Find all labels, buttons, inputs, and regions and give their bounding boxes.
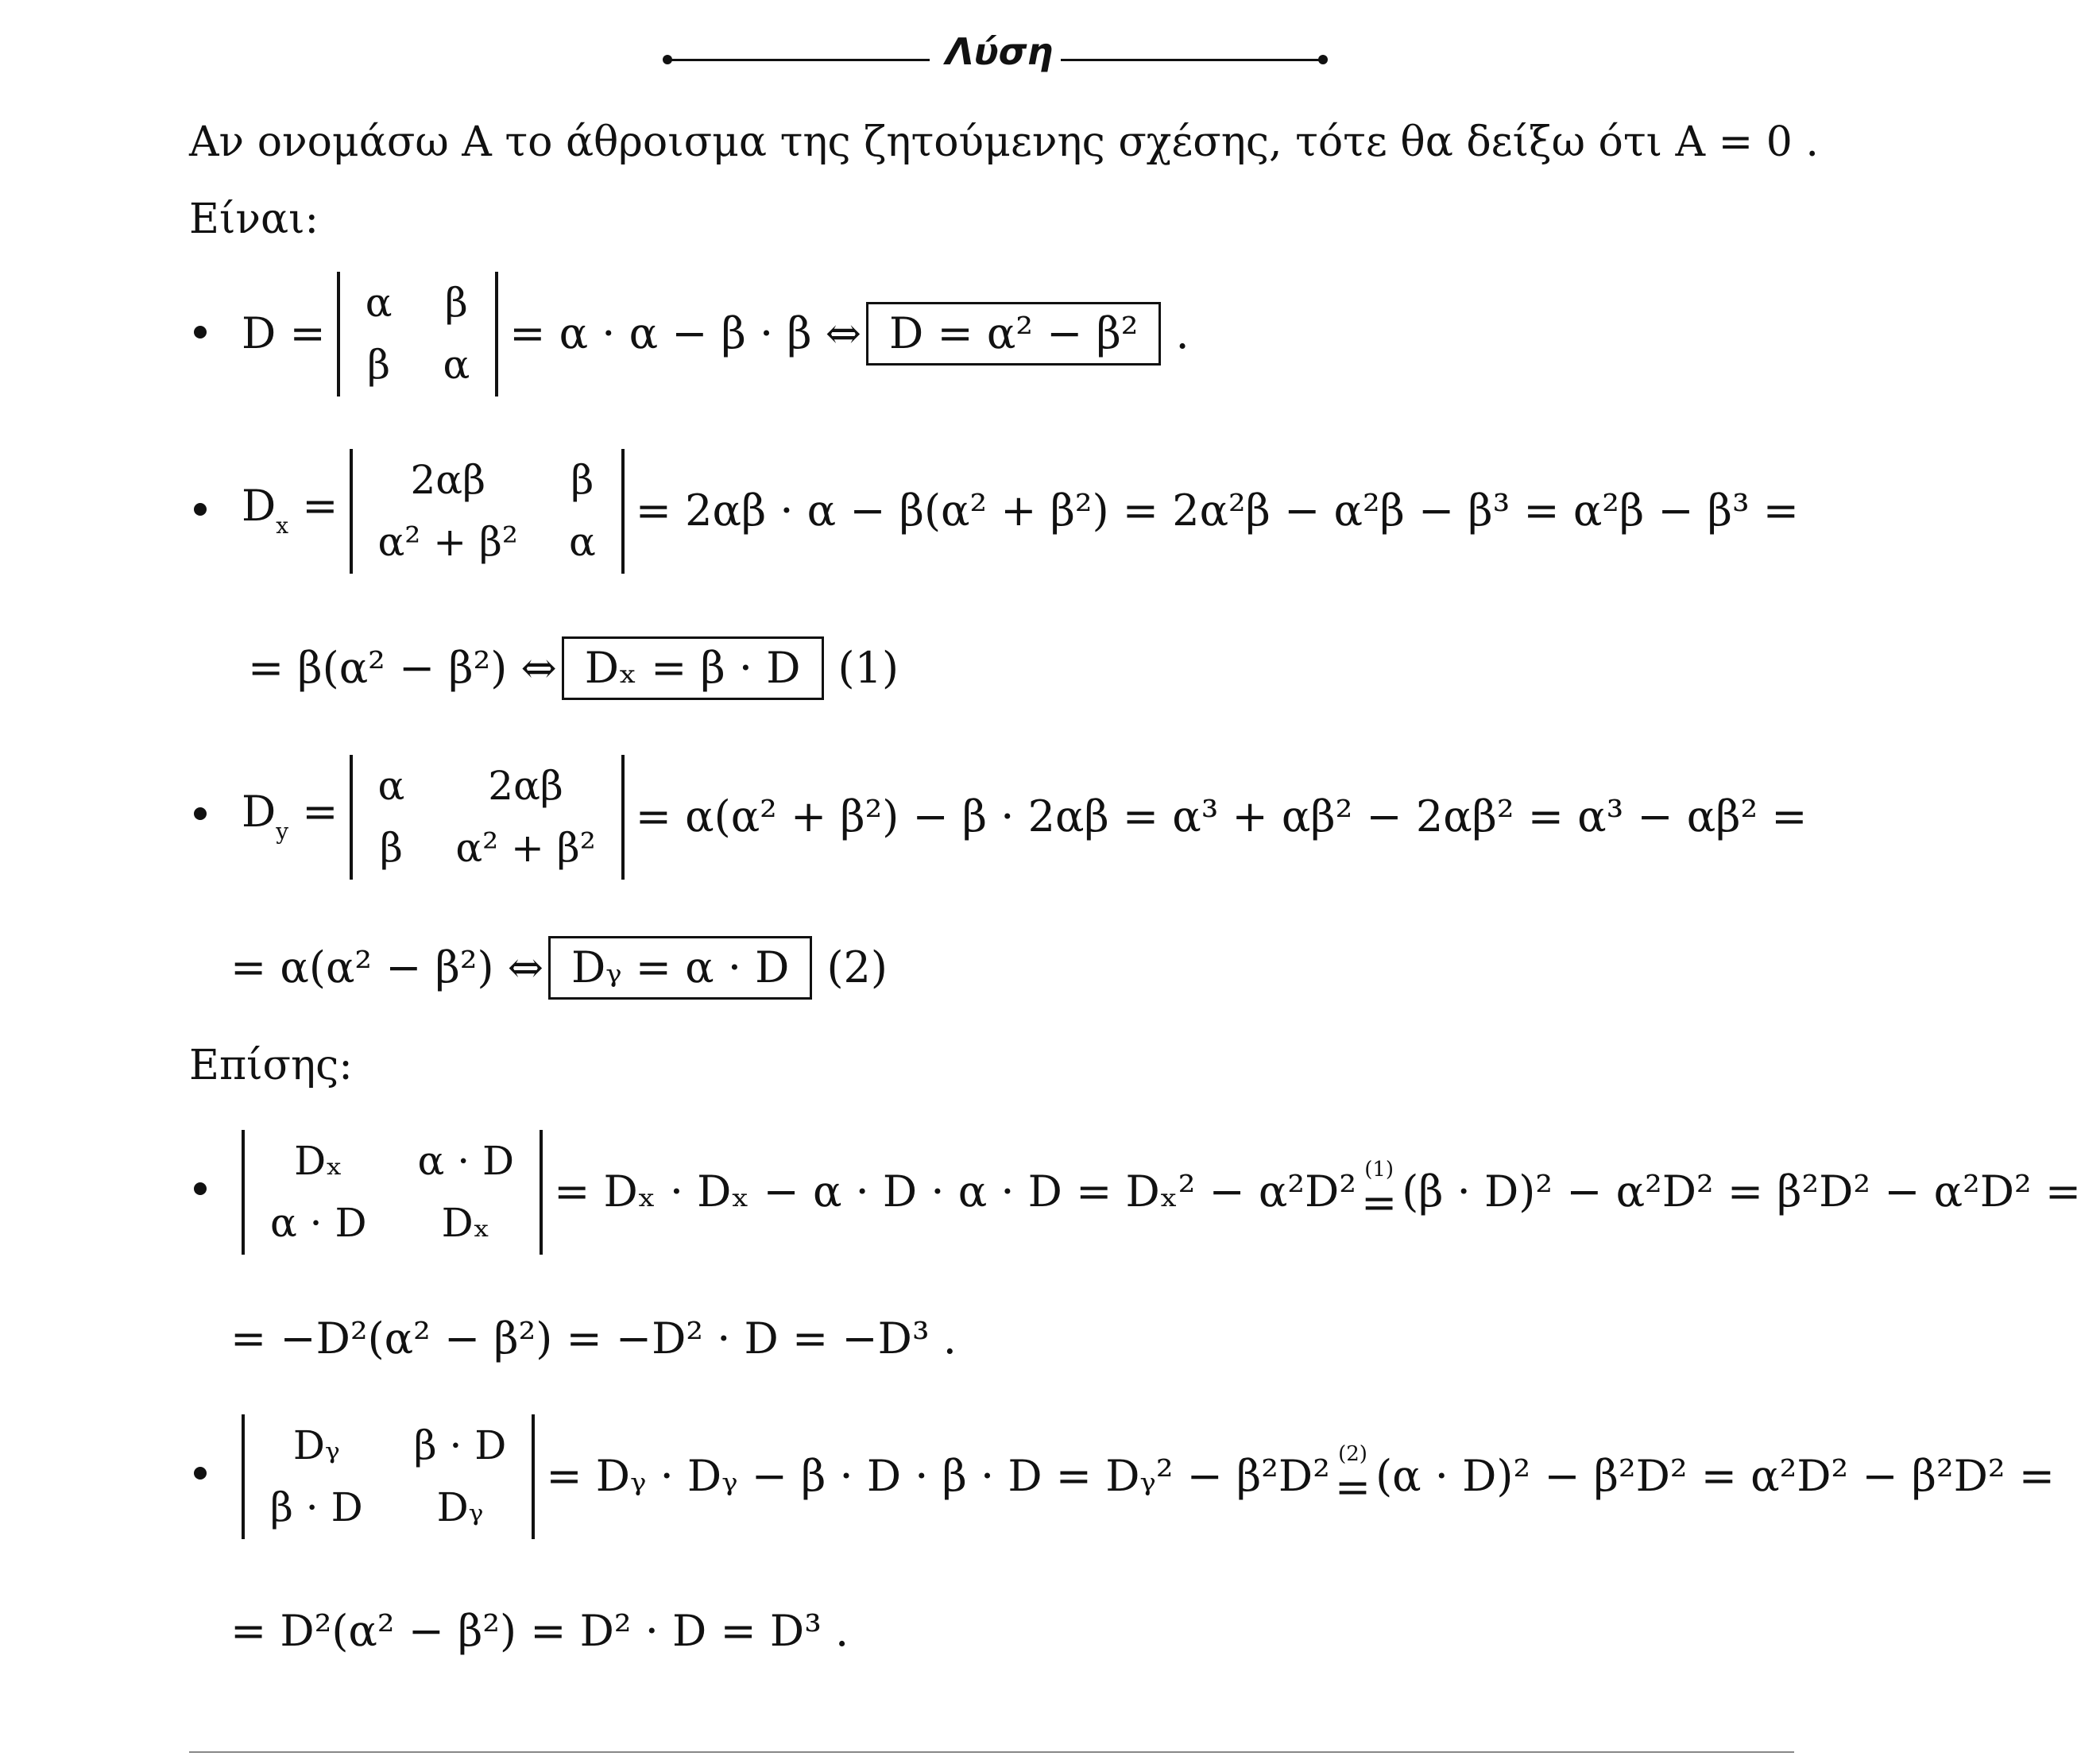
dx-tag: (1) (837, 643, 899, 693)
det3-rhs-b: (β · D)² − α²D² = β²D² − α²D² = (1402, 1166, 2081, 1217)
dx-m21: α² + β² (377, 519, 518, 565)
dy-determinant (350, 755, 625, 880)
dx-m22: α (568, 519, 596, 565)
dy-tag: (2) (826, 942, 888, 992)
bullet-dx (194, 503, 207, 516)
det3-m21: α · D (270, 1200, 367, 1246)
det3-m11: Dₓ (294, 1137, 343, 1184)
det4-line2: = D²(α² − β²) = D² · D = D³ . (230, 1606, 849, 1656)
bullet-dy (194, 807, 207, 820)
det3-m22: Dₓ (441, 1200, 490, 1246)
bullet-d (194, 326, 207, 338)
dy-line2: = α(α² − β²) ⇔ (230, 942, 543, 992)
dy-rhs: = α(α² + β²) − β · 2αβ = α³ + αβ² − 2αβ² = α³ − αβ² = (635, 791, 1808, 841)
row-dx (242, 443, 1799, 578)
dx-line2: = β(α² − β²) ⇔ (248, 643, 557, 693)
det4-rhs-b: (α · D)² − β²D² = α²D² − β²D² = (1375, 1451, 2055, 1501)
dy-m21: β (379, 825, 403, 871)
dx-lhs: $D_x$ = (242, 481, 338, 539)
einai-label: Είναι: (189, 195, 319, 243)
d-m21: β (367, 342, 391, 388)
det4-rhs-a: = Dᵧ · Dᵧ − β · D · β · D = Dᵧ² − β²D² (546, 1451, 1330, 1501)
row-det4 (230, 1405, 2055, 1548)
dx-boxed-result: Dₓ = β · D (562, 636, 824, 700)
d-boxed-result: D = α² − β² (866, 302, 1161, 366)
dy-lhs: $D_y$ = (242, 787, 338, 845)
det4-determinant (242, 1414, 535, 1539)
det4-m12: β · D (413, 1422, 507, 1468)
episis-label: Επίσης: (189, 1042, 353, 1089)
d-lhs: D = (242, 308, 326, 358)
row-det3 (230, 1120, 2081, 1263)
row-det4-line2 (230, 1596, 849, 1667)
row-dx-line2 (248, 632, 899, 704)
title-rule-right (1061, 59, 1323, 61)
dx-rhs: = 2αβ · α − β(α² + β²) = 2α²β − α²β − β³ = α²β − β³ = (635, 485, 1800, 536)
dy-m11: α (377, 762, 405, 809)
d-m12: β (444, 279, 468, 326)
det3-line2: = −D²(α² − β²) = −D² · D = −D³ . (230, 1313, 957, 1364)
dx-determinant (350, 449, 625, 574)
row-dy (242, 749, 1808, 884)
row-d (242, 270, 1189, 397)
title-text: Λύση (946, 30, 1054, 73)
dy-boxed-result: Dᵧ = α · D (548, 936, 812, 1000)
dy-m22: α² + β² (455, 825, 596, 871)
det3-determinant (242, 1130, 543, 1255)
dx-m11: 2αβ (410, 456, 485, 503)
row-dy-line2 (230, 928, 888, 1008)
dx-m12: β (571, 456, 594, 503)
bottom-rule (189, 1751, 1794, 1753)
d-m22: α (443, 342, 470, 388)
title-dot-right (1318, 55, 1328, 64)
det4-note: (2) (1338, 1442, 1367, 1466)
d-m11: α (365, 279, 393, 326)
row-det3-line2 (230, 1303, 957, 1375)
det3-eq-by-1: (1) = (1360, 1158, 1398, 1228)
det3-rhs-a: = Dₓ · Dₓ − α · D · α · D = Dₓ² − α²D² (554, 1166, 1356, 1217)
det4-m21: β · D (270, 1484, 363, 1530)
det4-eq-by-2: (2) = (1334, 1442, 1371, 1512)
det4-m22: Dᵧ (436, 1484, 484, 1530)
det4-m11: Dᵧ (292, 1422, 340, 1468)
dy-m12: 2αβ (488, 762, 563, 809)
bullet-det3 (194, 1182, 207, 1195)
bullet-det4 (194, 1467, 207, 1480)
intro-sentence: Αν ονομάσω Α το άθροισμα της ζητούμενης σχέσης, τότε θα δείξω ότι Α = 0 . (189, 118, 1819, 166)
section-title (0, 24, 1971, 87)
title-rule-left (667, 59, 930, 61)
d-rhs: = α · α − β · β ⇔ (509, 308, 862, 358)
d-determinant (337, 272, 499, 397)
d-end: . (1175, 308, 1189, 358)
det3-m12: α · D (417, 1137, 515, 1184)
det3-note: (1) (1364, 1158, 1394, 1182)
